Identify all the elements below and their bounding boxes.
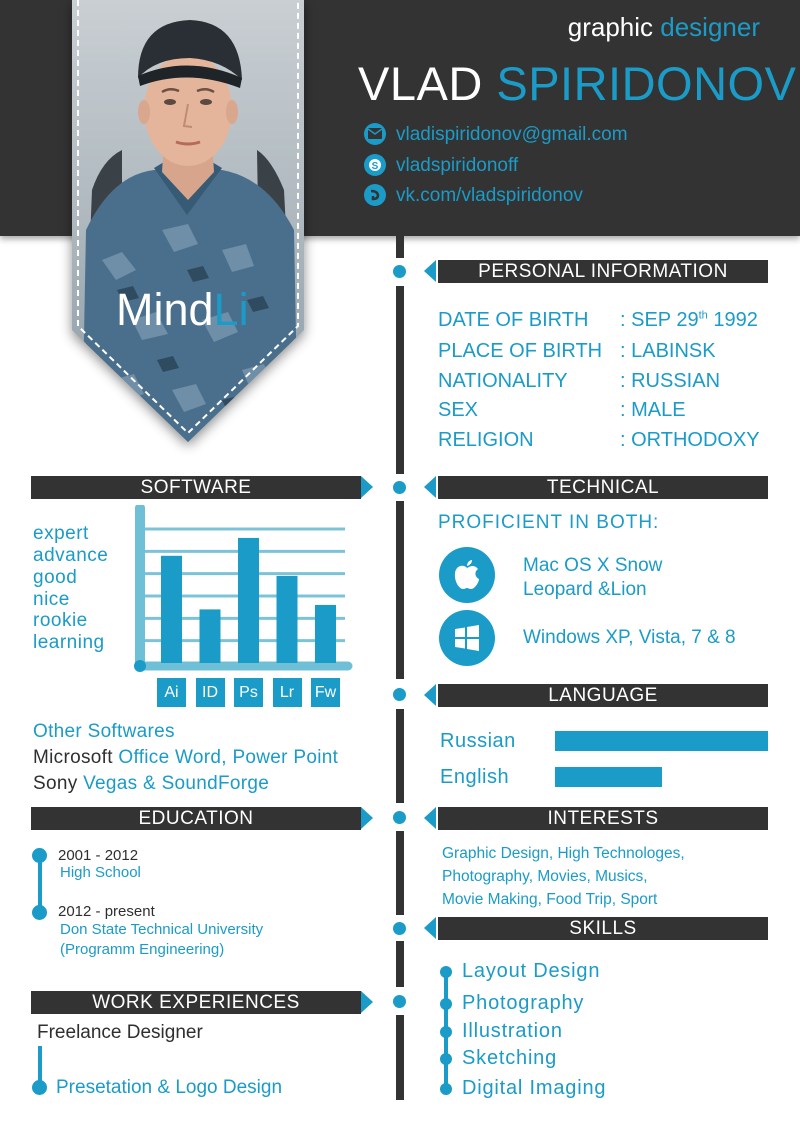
- contact-skype-text: vladspiridonoff: [396, 155, 519, 177]
- section-title-technical: TECHNICAL: [438, 476, 768, 499]
- chart-origin-dot: [134, 660, 146, 672]
- level-label: nice: [33, 589, 70, 610]
- skill-dot: [440, 1053, 452, 1065]
- language-name: English: [440, 766, 510, 788]
- pi-label-pob: PLACE OF BIRTH: [438, 340, 603, 362]
- education-years: 2012 - present: [58, 903, 155, 920]
- section-arrow-icon: [424, 260, 436, 282]
- contact-vk-text: vk.com/vladspiridonov: [396, 185, 583, 207]
- skill-dot: [440, 1026, 452, 1038]
- level-label: good: [33, 567, 78, 588]
- timeline-dot: [393, 811, 406, 824]
- person-name: [358, 56, 796, 111]
- skype-icon: [364, 154, 386, 176]
- pi-value-dob-suffix: th: [698, 309, 708, 322]
- section-title-language: LANGUAGE: [438, 684, 768, 707]
- work-role: Freelance Designer: [37, 1022, 203, 1043]
- timeline-spine: [396, 709, 404, 803]
- skill-dot: [440, 966, 452, 978]
- section-arrow-icon: [424, 807, 436, 829]
- other-software-products: Office Word, Power Point: [118, 747, 339, 768]
- level-label: rookie: [33, 610, 88, 631]
- pi-label-dob: DATE OF BIRTH: [438, 309, 589, 331]
- timeline-spine: [396, 286, 404, 474]
- language-level-bar: [555, 731, 768, 751]
- chart-category-label: ID: [196, 678, 225, 707]
- timeline-spine: [396, 501, 404, 679]
- work-dot: [32, 1080, 47, 1095]
- section-title-software: SOFTWARE: [31, 476, 361, 499]
- section-arrow-icon: [361, 476, 373, 498]
- other-software-products: Vegas & SoundForge: [83, 773, 270, 794]
- chart-bar-fw: [315, 605, 336, 663]
- job-title-prefix: graphic: [567, 12, 654, 42]
- skill-item: Sketching: [462, 1047, 558, 1069]
- language-name: Russian: [440, 730, 516, 752]
- chart-category-label: Lr: [273, 678, 302, 707]
- timeline-spine: [396, 1015, 404, 1100]
- pi-label-sex: SEX: [438, 399, 479, 421]
- education-dot: [32, 848, 47, 863]
- education-years: 2001 - 2012: [58, 847, 139, 864]
- skill-dot: [440, 1083, 452, 1095]
- skill-item: Photography: [462, 992, 585, 1014]
- pi-value-pob: : LABINSK: [620, 340, 716, 362]
- os-windows-text: Windows XP, Vista, 7 & 8: [523, 627, 736, 648]
- contact-email[interactable]: [364, 124, 628, 150]
- other-software-brand: Sony: [33, 773, 78, 794]
- windows-icon: [439, 610, 495, 666]
- timeline-spine: [396, 941, 404, 987]
- section-title-work: WORK EXPERIENCES: [31, 991, 361, 1014]
- section-title-interests: INTERESTS: [438, 807, 768, 830]
- section-arrow-icon: [424, 684, 436, 706]
- interests-line: Photography, Movies, Musics,: [442, 868, 648, 885]
- pi-value-religion: : ORTHODOXY: [620, 429, 760, 451]
- section-arrow-icon: [424, 917, 436, 939]
- chart-bar-id: [200, 609, 221, 663]
- pi-label-nationality: NATIONALITY: [438, 370, 568, 392]
- timeline-dot: [393, 922, 406, 935]
- skill-item: Digital Imaging: [462, 1077, 607, 1099]
- work-item: Presetation & Logo Design: [56, 1077, 283, 1098]
- chart-bar-ai: [161, 556, 182, 663]
- first-name: VLAD: [358, 57, 483, 110]
- chart-category-label: Ai: [157, 678, 186, 707]
- software-skill-chart: [130, 505, 355, 675]
- chart-bar-lr: [277, 576, 298, 663]
- brand-logo: [116, 284, 249, 336]
- pi-value-sex: : MALE: [620, 399, 686, 421]
- svg-text:S: S: [371, 161, 379, 171]
- section-arrow-icon: [424, 476, 436, 498]
- pi-value-dob-day: : SEP 29: [620, 309, 699, 331]
- job-title-suffix: designer: [660, 12, 760, 42]
- timeline-dot: [393, 995, 406, 1008]
- contact-skype[interactable]: [364, 155, 518, 181]
- skill-dot: [440, 998, 452, 1010]
- chart-bar-ps: [238, 538, 259, 663]
- os-mac-text: [523, 554, 662, 602]
- apple-icon: [439, 547, 495, 603]
- education-timeline-line: [38, 856, 42, 912]
- mail-icon: [364, 123, 386, 145]
- section-title-personal: PERSONAL INFORMATION: [438, 260, 768, 283]
- education-school: Don State Technical University: [60, 921, 264, 938]
- contact-email-text: vladispiridonov@gmail.com: [396, 124, 628, 146]
- chart-category-label: Fw: [311, 678, 340, 707]
- brand-logo-part1: Mind: [116, 284, 214, 335]
- timeline-dot: [393, 265, 406, 278]
- interests-text: [442, 842, 742, 911]
- timeline-spine: [396, 236, 404, 258]
- level-label: learning: [33, 632, 105, 653]
- timeline-dot: [393, 688, 406, 701]
- other-softwares-title: Other Softwares: [33, 721, 175, 742]
- chart-category-label: Ps: [234, 678, 263, 707]
- skill-item: Layout Design: [462, 960, 601, 982]
- section-arrow-icon: [361, 807, 373, 829]
- os-mac-line2: Leopard &Lion: [523, 579, 647, 600]
- technical-subtitle: PROFICIENT IN BOTH:: [438, 512, 660, 533]
- education-dot: [32, 905, 47, 920]
- other-software-brand: Microsoft: [33, 747, 113, 768]
- education-program: (Programm Engineering): [60, 941, 225, 958]
- last-name: SPIRIDONOV: [496, 57, 797, 110]
- other-software-line: [33, 773, 269, 795]
- level-label: expert: [33, 523, 89, 544]
- pi-label-religion: RELIGION: [438, 429, 534, 451]
- brand-logo-part2: Li: [213, 284, 249, 335]
- language-level-bar: [555, 767, 662, 787]
- timeline-dot: [393, 481, 406, 494]
- section-title-skills: SKILLS: [438, 917, 768, 940]
- section-title-education: EDUCATION: [31, 807, 361, 830]
- timeline-spine: [396, 831, 404, 915]
- pi-value-dob: [620, 309, 758, 332]
- interests-line: Graphic Design, High Technologes,: [442, 845, 685, 862]
- education-school: High School: [60, 864, 141, 881]
- skill-item: Illustration: [462, 1020, 563, 1042]
- level-label: advance: [33, 545, 109, 566]
- interests-line: Movie Making, Food Trip, Sport: [442, 891, 658, 908]
- pi-value-dob-year: 1992: [707, 309, 758, 331]
- profile-photo-banner: [72, 0, 304, 442]
- os-mac-line1: Mac OS X Snow: [523, 555, 663, 576]
- contact-vk[interactable]: [364, 185, 583, 211]
- other-software-line: [33, 747, 338, 769]
- section-arrow-icon: [361, 991, 373, 1013]
- vk-icon: [364, 184, 386, 206]
- job-title: [568, 12, 760, 43]
- pi-value-nationality: : RUSSIAN: [620, 370, 721, 392]
